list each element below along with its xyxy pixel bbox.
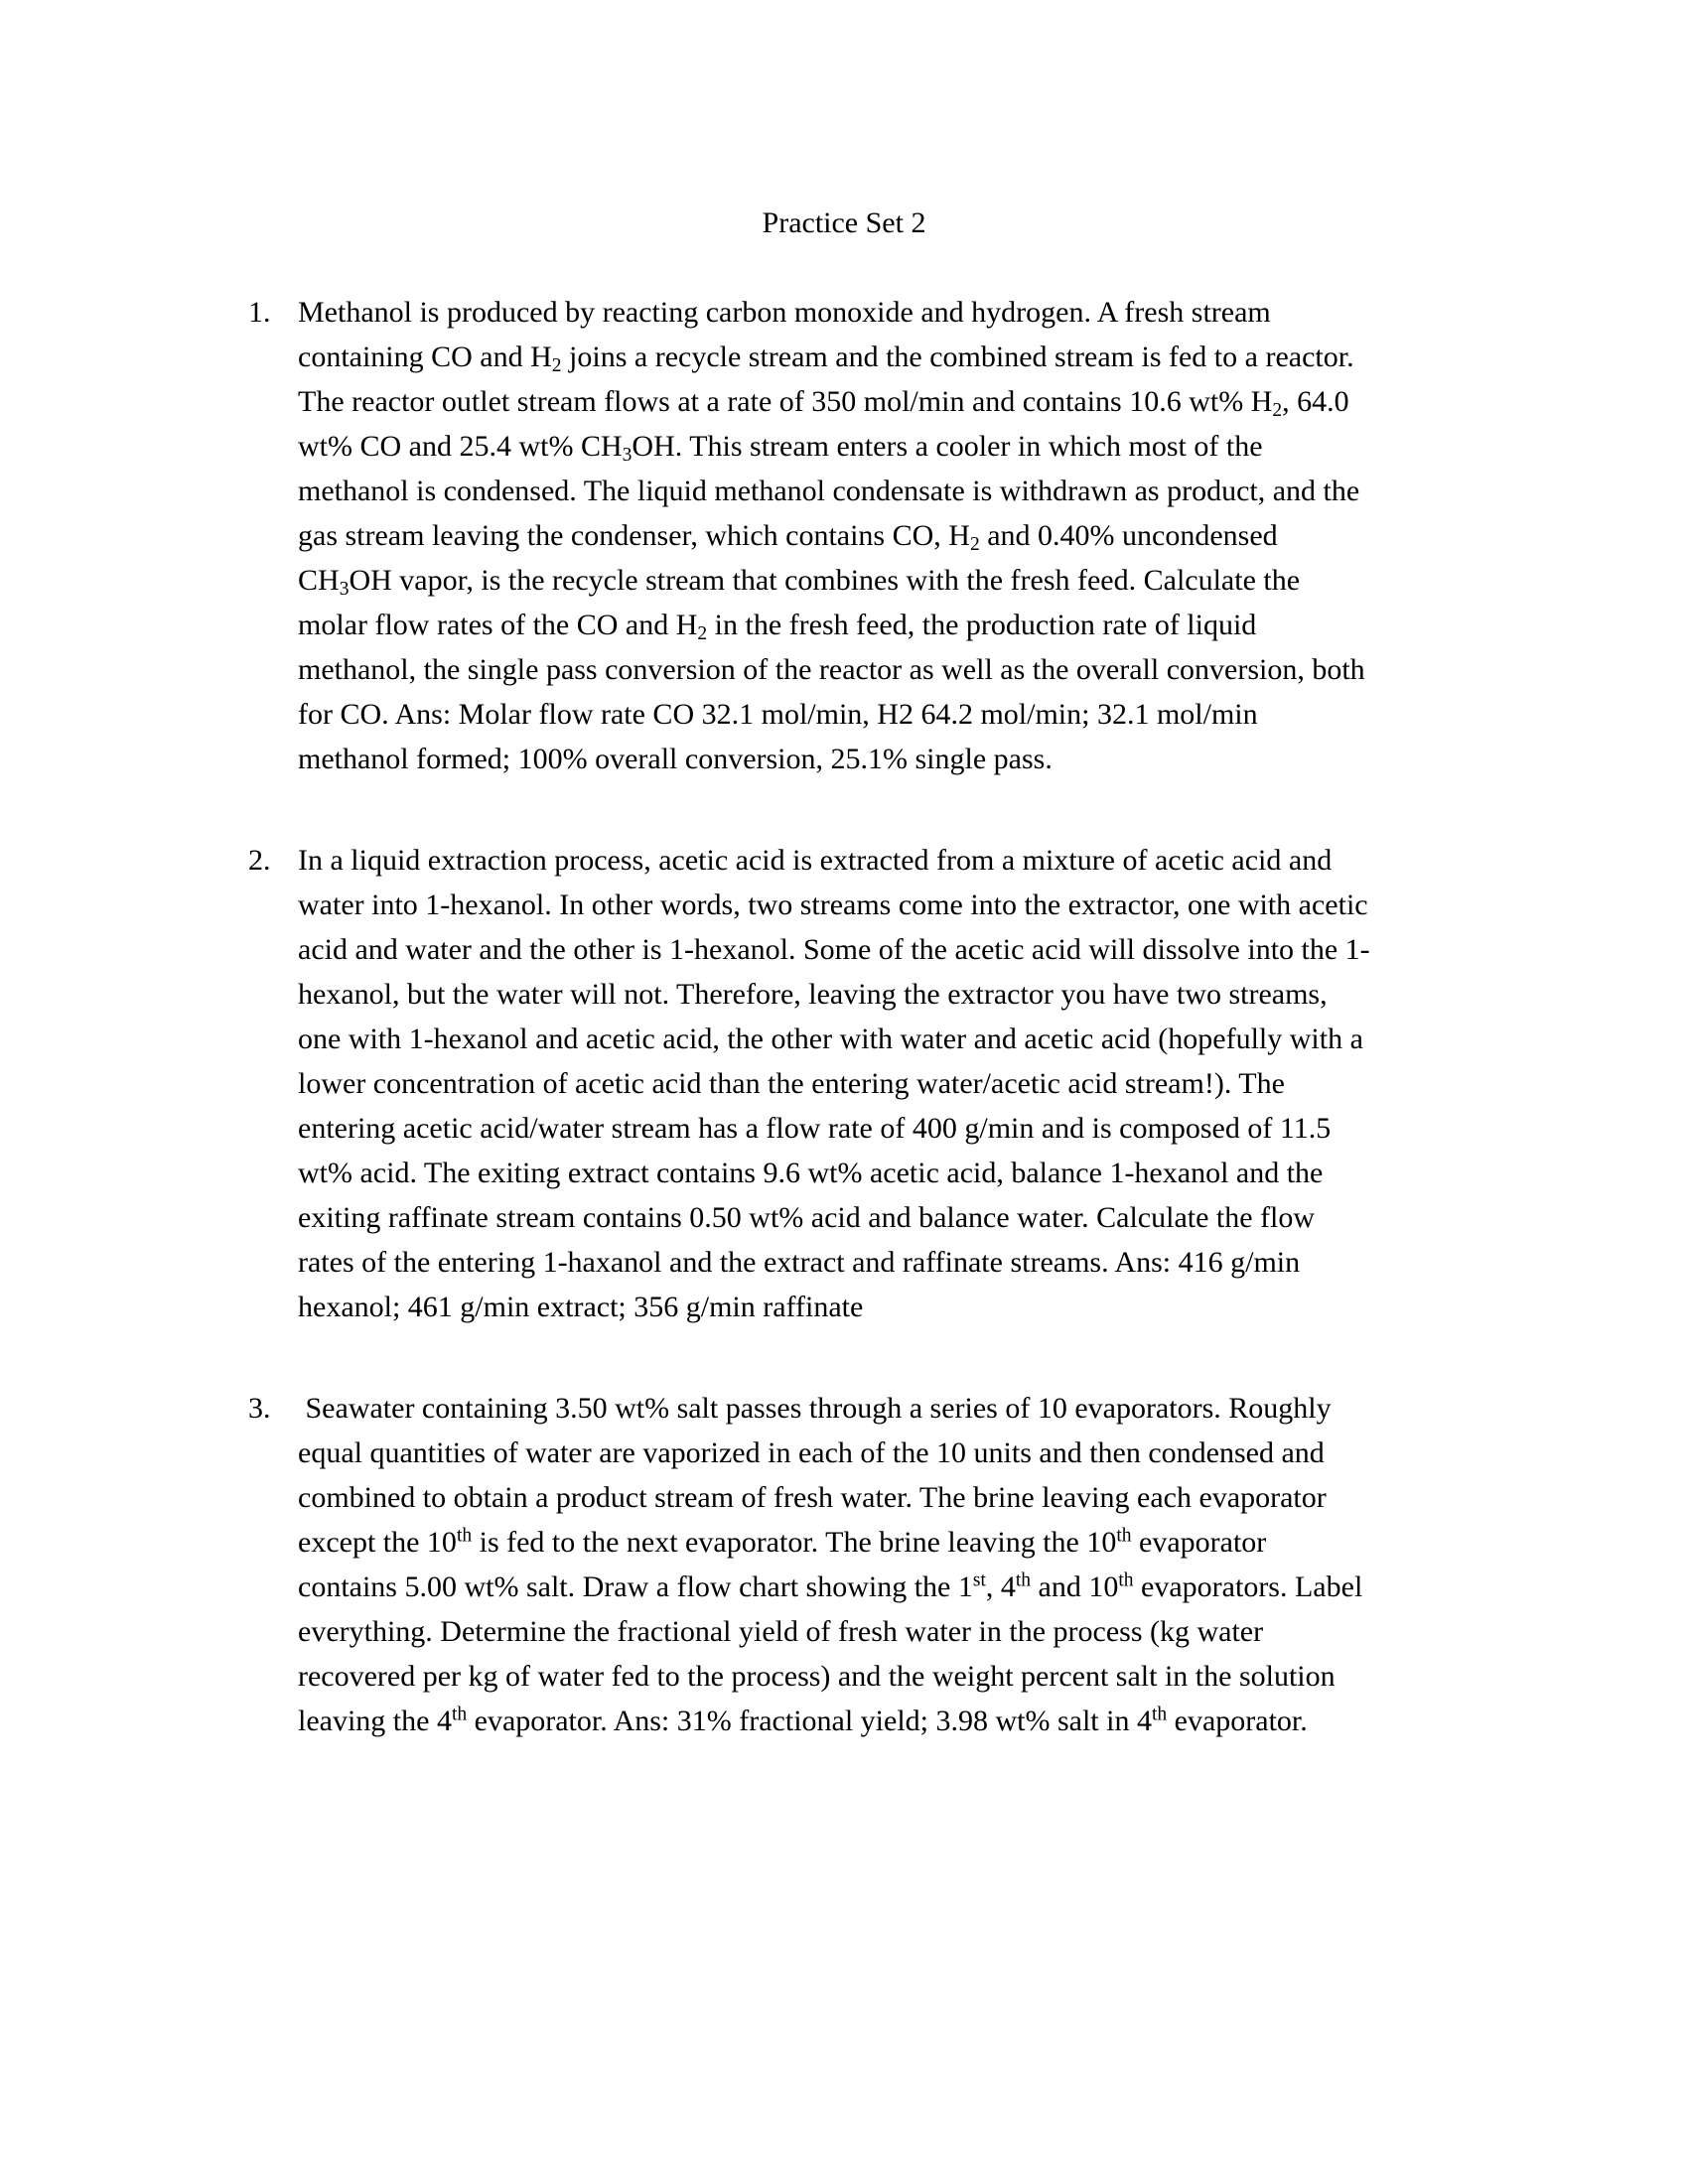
problem-line [298,1699,1688,1743]
problem-line [298,647,1688,692]
sup-text: st [972,1570,986,1591]
problem-line [298,1240,1688,1285]
problem-line [298,1386,1688,1431]
problem-line [298,1609,1688,1654]
text-segment: wt% CO and 25.4 wt% CH [298,430,623,463]
problem-line [298,1475,1688,1520]
text-segment: entering acetic acid/water stream has a flow rate of 400 g/min and is composed of 11.5 [298,1112,1332,1145]
problem-line [298,692,1688,737]
text-segment: evaporator. [1167,1705,1308,1737]
problem-item [0,290,1688,781]
problem-item [0,838,1688,1329]
text-segment: lower concentration of acetic acid than the entering water/acetic acid stream!). The [298,1067,1285,1100]
text-segment: methanol formed; 100% overall conversion, 25.1% single pass. [298,743,1053,775]
text-segment: OH vapor, is the recycle stream that combines with the fresh feed. Calculate the [349,564,1301,597]
text-segment: , 64.0 [1282,385,1349,418]
text-segment: joins a recycle stream and the combined stream is fed to a reactor. [561,341,1354,373]
problem-line [298,1565,1688,1609]
text-segment: equal quantities of water are vaporized in each of the 10 units and then condensed and [298,1436,1325,1469]
text-segment: methanol is condensed. The liquid methanol condensate is withdrawn as product, and the [298,475,1360,507]
text-segment: , 4 [985,1570,1016,1603]
problem-line [298,838,1688,883]
sub-text: 2 [697,622,708,644]
problem-line [298,603,1688,647]
problem-item [0,1386,1688,1743]
text-segment: OH. This stream enters a cooler in which most of the [632,430,1263,463]
text-segment: hexanol; 461 g/min extract; 356 g/min raffinate [298,1291,864,1323]
text-segment: combined to obtain a product stream of fresh water. The brine leaving each evaporator [298,1481,1327,1514]
text-segment: The reactor outlet stream flows at a rate of 350 mol/min and contains 10.6 wt% H [298,385,1273,418]
text-segment: one with 1-hexanol and acetic acid, the other with water and acetic acid (hopefully with a [298,1023,1363,1055]
problem-number: 3. [248,1392,271,1425]
text-segment: contains 5.00 wt% salt. Draw a flow chart showing the 1 [298,1570,973,1603]
text-segment: evaporator [1131,1526,1267,1559]
sub-text: 3 [339,578,350,600]
text-segment: gas stream leaving the condenser, which contains CO, H [298,519,970,552]
sup-text: th [1118,1570,1134,1591]
sup-text: th [456,1525,473,1547]
text-segment: and 0.40% uncondensed [979,519,1278,552]
text-segment: Seawater containing 3.50 wt% salt passes through a series of 10 evaporators. Roughly [298,1392,1332,1425]
text-segment: wt% acid. The exiting extract contains 9.6 wt% acetic acid, balance 1-hexanol and the [298,1157,1324,1189]
problem-line [298,513,1688,558]
problem-line [298,1285,1688,1329]
text-segment: acid and water and the other is 1-hexanol. Some of the acetic acid will dissolve into the 1- [298,933,1370,966]
text-segment: molar flow rates of the CO and H [298,609,698,641]
problem-line [298,424,1688,469]
page-title: Practice Set 2 [762,206,926,239]
sup-text: th [1116,1525,1132,1547]
problem-line [298,883,1688,927]
sub-text: 3 [622,444,633,466]
sub-text: 2 [551,354,562,376]
text-segment: is fed to the next evaporator. The brine leaving the 10 [472,1526,1117,1559]
problem-line [298,558,1688,603]
text-segment: containing CO and H [298,341,552,373]
text-segment: recovered per kg of water fed to the process) and the weight percent salt in the solution [298,1660,1336,1693]
problem-line [298,1195,1688,1240]
text-segment: CH [298,564,340,597]
problem-line [298,1431,1688,1475]
problem-list [0,290,1688,1743]
text-segment: everything. Determine the fractional yield of fresh water in the process (kg water [298,1615,1264,1648]
problem-line [298,1151,1688,1195]
problem-line [298,1520,1688,1565]
text-segment: evaporator. Ans: 31% fractional yield; 3.98 wt% salt in 4 [467,1705,1152,1737]
text-segment: Methanol is produced by reacting carbon monoxide and hydrogen. A fresh stream [298,296,1271,329]
text-segment: evaporators. Label [1133,1570,1363,1603]
sub-text: 2 [969,533,980,555]
problem-line [298,972,1688,1017]
text-segment: methanol, the single pass conversion of the reactor as well as the overall conversion, both [298,653,1365,686]
problem-body [298,838,1688,1329]
problem-line [298,1106,1688,1151]
problem-number: 2. [248,844,271,877]
problem-body [298,1386,1688,1743]
problem-line [298,335,1688,379]
sup-text: th [451,1704,468,1725]
text-segment: rates of the entering 1-haxanol and the extract and raffinate streams. Ans: 416 g/min [298,1246,1301,1279]
problem-line [298,290,1688,335]
text-segment: In a liquid extraction process, acetic acid is extracted from a mixture of acetic acid and [298,844,1333,877]
text-segment: leaving the 4 [298,1705,452,1737]
text-segment: water into 1-hexanol. In other words, two streams come into the extractor, one with acetic [298,888,1368,921]
text-segment: and 10 [1031,1570,1119,1603]
sup-text: th [1015,1570,1032,1591]
problem-line [298,1061,1688,1106]
text-segment: except the 10 [298,1526,457,1559]
problem-line [298,737,1688,781]
text-segment: hexanol, but the water will not. Therefore, leaving the extractor you have two streams, [298,978,1328,1011]
problem-line [298,469,1688,513]
problem-number: 1. [248,296,271,329]
sub-text: 2 [1272,399,1283,421]
sup-text: th [1151,1704,1168,1725]
text-segment: exiting raffinate stream contains 0.50 wt% acid and balance water. Calculate the flow [298,1201,1316,1234]
text-segment: for CO. Ans: Molar flow rate CO 32.1 mol/min, H2 64.2 mol/min; 32.1 mol/min [298,698,1258,731]
problem-body [298,290,1688,781]
text-segment: in the fresh feed, the production rate of liquid [707,609,1257,641]
problem-line [298,379,1688,424]
problem-line [298,1017,1688,1061]
problem-line [298,927,1688,972]
problem-line [298,1654,1688,1699]
